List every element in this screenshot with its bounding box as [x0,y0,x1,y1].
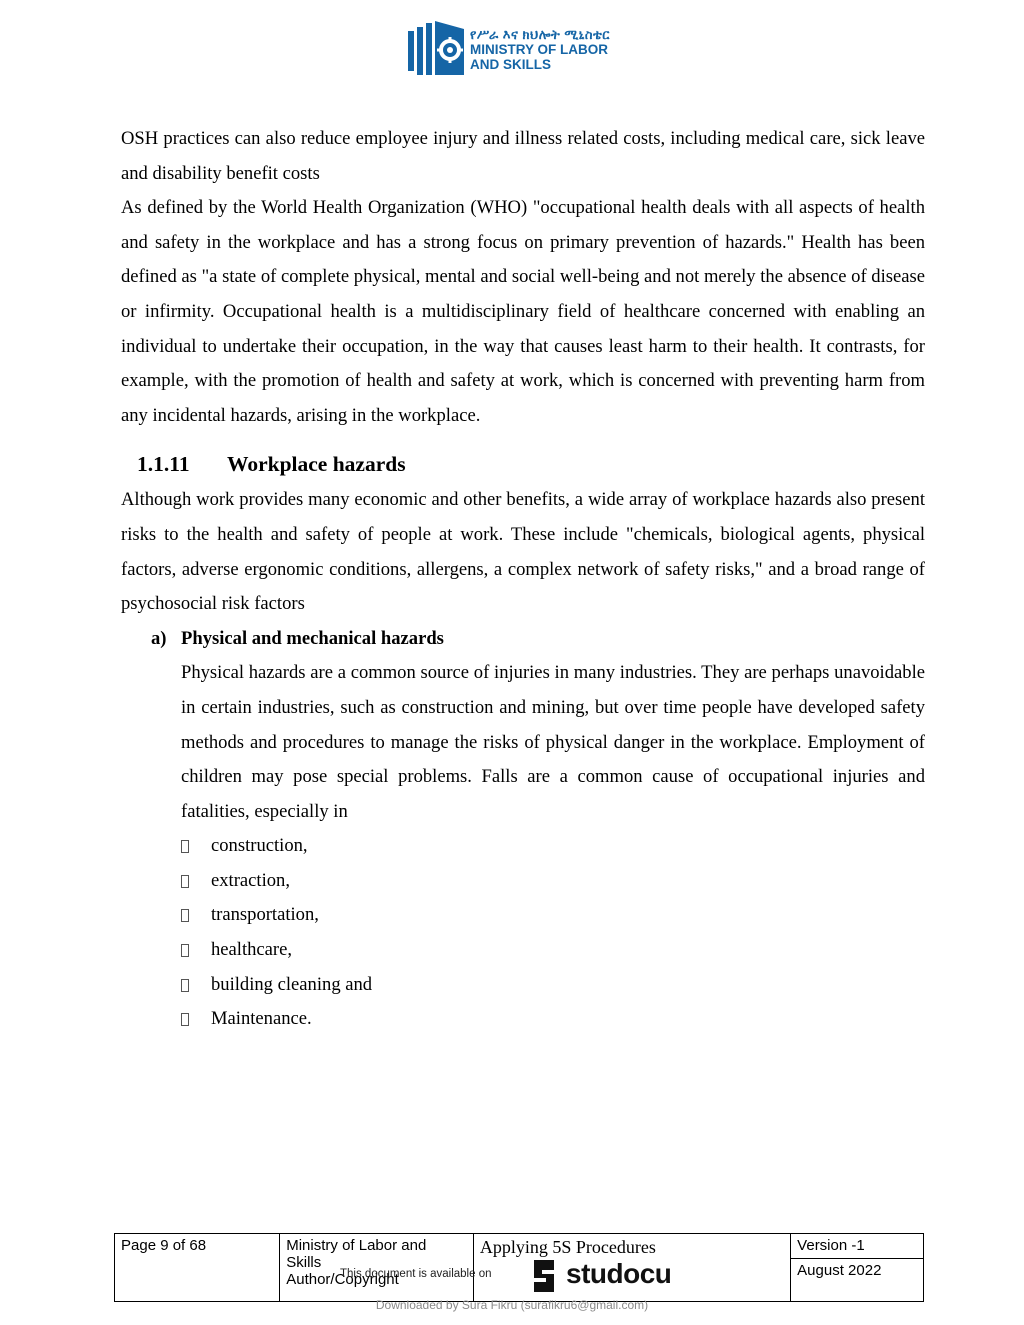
paragraph-osh-costs: OSH practices can also reduce employee injury and illness related costs, including medical care, sick leave and disability benefit costs [121,128,925,184]
section-title: Workplace hazards [227,452,406,477]
org-line2: Skills [286,1254,322,1271]
bullet-icon [181,840,189,853]
logo-english-line2: AND SKILLS [470,57,551,72]
studocu-logo-icon [524,1256,564,1296]
ministry-logo-text [470,27,610,72]
list-item [181,1002,925,1037]
org-line3: Author/Copyright [286,1271,399,1288]
list-item [181,898,925,933]
version-text: Version -1 [791,1234,923,1259]
list-item [181,864,925,899]
ministry-logo-icon [408,17,464,77]
bullet-icon [181,1013,189,1026]
section-heading [137,447,925,481]
list-item-text: extraction, [211,869,290,891]
footer-page-number [115,1234,280,1302]
paragraph-who-definition: As defined by the World Health Organization (WHO) "occupational health deals with all aspects of health and safety in the workplace and has a strong focus on primary prevention of hazards." Health has been defined as "a state of complete physical, mental and social well-being and not merely the absence of disease or infirmity. Occupational health is a multidisciplinary field of healthcare concerned with enabling an individual to undertake their occupation, in the way that causes least harm to their health. It contrasts, for example, with the promotion of health and safety at work, which is concerned with preventing harm from any incidental hazards, arising in the workplace. [121,197,925,426]
paragraph-workplace-hazards: Although work provides many economic and other benefits, a wide array of workplace hazards also present risks to the health and safety of people at work. These include "chemicals, biological agents, physical factors, adverse ergonomic conditions, allergens, a complex network of safety risks," and a broad range of psychosocial risk factors [121,489,925,615]
studocu-logo[interactable] [524,1256,686,1296]
list-item-text: healthcare, [211,939,293,961]
paragraph-physical-hazards: Physical hazards are a common source of injuries in many industries. They are perhaps unavoidable in certain industries, such as construction and mining, but over time people have developed safety methods and procedures to manage the risks of physical danger in the workplace. Employment of children may pose special problems. Falls are a common cause of occupational injuries and fatalities, especially in [181,662,925,822]
list-item-text: construction, [211,835,308,857]
bullet-icon [181,875,189,888]
date-text: August 2022 [797,1262,882,1279]
subsection-title [151,622,925,657]
subsection-physical-hazards [151,622,925,830]
page-number-text: Page 9 of 68 [121,1237,207,1254]
list-item-text: building cleaning and [211,973,373,995]
subsection-title-text: Physical and mechanical hazards [181,627,444,649]
subsection-body [181,656,925,829]
logo-english-line1: MINISTRY OF LABOR [470,42,608,57]
bullet-icon [181,979,189,992]
subsection-letter: a) [151,627,167,649]
footer-table [114,1233,924,1302]
list-item-text: Maintenance. [211,1008,312,1030]
document-title-text: Applying 5S Procedures [479,1237,656,1257]
org-line1: Ministry of Labor and [286,1237,427,1254]
bullet-icon [181,909,189,922]
logo-amharic-name: የሥራ እና ክህሎት ሚኒስቴር [470,27,610,42]
footer-version [791,1234,924,1302]
list-item-text: transportation, [211,904,319,926]
list-item [181,968,925,1003]
section-number: 1.1.11 [137,452,190,477]
bullet-icon [181,944,189,957]
studocu-wordmark: studocu [566,1258,672,1289]
list-item [181,933,925,968]
download-notice: Downloaded by Sura Fikru (surafikru6@gmail.com) [375,1298,649,1312]
list-item [181,829,925,864]
ministry-logo [408,17,638,79]
availability-note: This document is available on [340,1268,492,1280]
industry-list [181,829,925,1037]
page-content [121,122,925,1037]
